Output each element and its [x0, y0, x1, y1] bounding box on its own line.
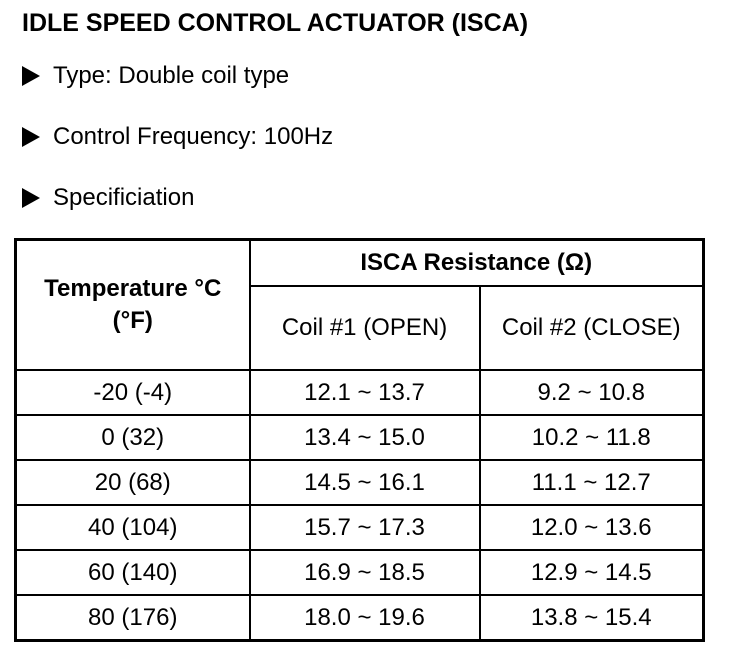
triangle-bullet-icon	[22, 188, 40, 208]
cell-temperature: -20 (-4)	[16, 370, 250, 415]
triangle-bullet-icon	[22, 127, 40, 147]
bullet-specification	[22, 184, 194, 212]
page-title: IDLE SPEED CONTROL ACTUATOR (ISCA)	[22, 9, 529, 37]
cell-coil1: 13.4 ~ 15.0	[250, 415, 480, 460]
header-isca-resistance: ISCA Resistance (Ω)	[250, 240, 704, 287]
bullet-control-frequency	[22, 123, 333, 151]
cell-temperature: 80 (176)	[16, 595, 250, 641]
table-row	[16, 595, 704, 641]
bullet-type	[22, 62, 289, 90]
cell-coil1: 16.9 ~ 18.5	[250, 550, 480, 595]
cell-coil1: 14.5 ~ 16.1	[250, 460, 480, 505]
isca-resistance-table	[14, 238, 705, 642]
table-row	[16, 550, 704, 595]
bullet-text: Type: Double coil type	[53, 62, 290, 89]
cell-temperature: 0 (32)	[16, 415, 250, 460]
header-temperature	[16, 240, 250, 371]
cell-coil2: 12.0 ~ 13.6	[480, 505, 704, 550]
cell-coil2: 10.2 ~ 11.8	[480, 415, 704, 460]
table-row	[16, 460, 704, 505]
bullet-text: Specificiation	[53, 184, 195, 211]
cell-coil1: 15.7 ~ 17.3	[250, 505, 480, 550]
header-coil1: Coil #1 (OPEN)	[250, 286, 480, 370]
header-temperature-fahrenheit: (°F)	[112, 307, 153, 334]
table-row	[16, 415, 704, 460]
cell-coil1: 12.1 ~ 13.7	[250, 370, 480, 415]
header-coil2: Coil #2 (CLOSE)	[480, 286, 704, 370]
table-row	[16, 370, 704, 415]
header-temperature-celsius: Temperature °C	[44, 275, 222, 302]
table-row	[16, 505, 704, 550]
cell-coil2: 12.9 ~ 14.5	[480, 550, 704, 595]
cell-temperature: 20 (68)	[16, 460, 250, 505]
cell-temperature: 60 (140)	[16, 550, 250, 595]
cell-temperature: 40 (104)	[16, 505, 250, 550]
cell-coil1: 18.0 ~ 19.6	[250, 595, 480, 641]
triangle-bullet-icon	[22, 66, 40, 86]
cell-coil2: 9.2 ~ 10.8	[480, 370, 704, 415]
bullet-text: Control Frequency: 100Hz	[53, 123, 334, 150]
cell-coil2: 11.1 ~ 12.7	[480, 460, 704, 505]
cell-coil2: 13.8 ~ 15.4	[480, 595, 704, 641]
